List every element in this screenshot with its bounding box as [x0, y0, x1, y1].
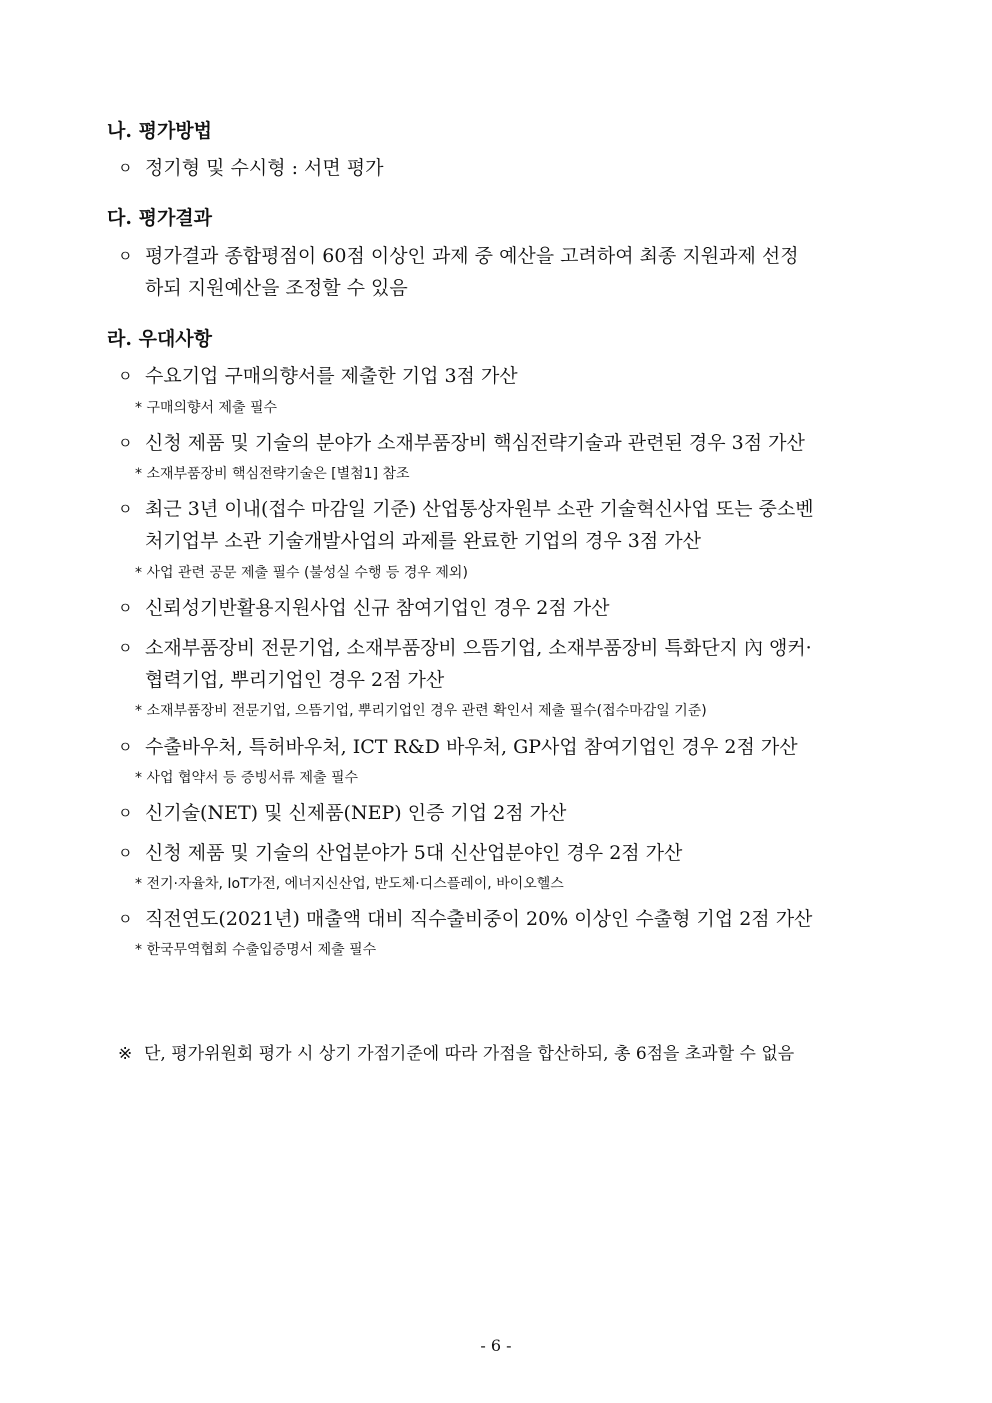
list-item: ㅇ 직전연도(2021년) 매출액 대비 직수출비중이 20% 이상인 수출형 기업 2점 가산 — [118, 903, 898, 935]
item-note: * 구매의향서 제출 필수 — [135, 400, 278, 416]
list-item: ㅇ 신기술(NET) 및 신제품(NEP) 인증 기업 2점 가산 — [118, 797, 898, 829]
bullet: ㅇ — [118, 159, 133, 177]
page-number: - 6 - — [480, 1336, 512, 1355]
footnote-text: 단, 평가위원회 평가 시 상기 가점기준에 따라 가점을 합산하되, 총 6점을 초과할 수 없음 — [144, 1044, 795, 1064]
item-note: * 사업 관련 공문 제출 필수 (불성실 수행 등 경우 제외) — [135, 565, 468, 581]
list-item: ㅇ 평가결과 종합평점이 60점 이상인 과제 중 예산을 고려하여 최종 지원과제 선정 하되 지원예산을 조정할 수 있음 — [118, 240, 898, 304]
bullet: ㅇ — [118, 500, 133, 518]
bullet: ㅇ — [118, 639, 133, 657]
bullet: ㅇ — [118, 844, 133, 862]
bullet: ㅇ — [118, 367, 133, 385]
bullet: ㅇ — [118, 910, 133, 928]
reference-mark: ※ — [118, 1044, 133, 1064]
list-item: ㅇ 정기형 및 수시형 : 서면 평가 — [118, 152, 898, 184]
section-heading-evaluation-method: 나. 평가방법 — [107, 120, 212, 142]
item-note: * 전기·자율차, IoT가전, 에너지신산업, 반도체·디스플레이, 바이오헬스 — [135, 876, 564, 892]
item-note: * 소재부품장비 전문기업, 으뜸기업, 뿌리기업인 경우 관련 확인서 제출 필수(접수마감일 기준) — [135, 703, 707, 719]
footnote — [118, 1039, 794, 1064]
section-heading-evaluation-result: 다. 평가결과 — [107, 207, 212, 229]
list-item: ㅇ 소재부품장비 전문기업, 소재부품장비 으뜸기업, 소재부품장비 특화단지 內 앵커· 협력기업, 뿌리기업인 경우 2점 가산 — [118, 632, 898, 696]
bullet: ㅇ — [118, 599, 133, 617]
bullet: ㅇ — [118, 804, 133, 822]
list-item: ㅇ 신청 제품 및 기술의 산업분야가 5대 신산업분야인 경우 2점 가산 — [118, 837, 898, 869]
bullet: ㅇ — [118, 247, 133, 265]
bullet: ㅇ — [118, 738, 133, 756]
item-note: * 사업 협약서 등 증빙서류 제출 필수 — [135, 770, 359, 786]
list-item: ㅇ 최근 3년 이내(접수 마감일 기준) 산업통상자원부 소관 기술혁신사업 또는 중소벤 처기업부 소관 기술개발사업의 과제를 완료한 기업의 경우 3점 가산 — [118, 493, 898, 557]
list-item: ㅇ 수출바우처, 특허바우처, ICT R&D 바우처, GP사업 참여기업인 경우 2점 가산 — [118, 731, 898, 763]
section-heading-preferences: 라. 우대사항 — [107, 328, 212, 350]
list-item: ㅇ 수요기업 구매의향서를 제출한 기업 3점 가산 — [118, 360, 898, 392]
list-item: ㅇ 신뢰성기반활용지원사업 신규 참여기업인 경우 2점 가산 — [118, 592, 898, 624]
item-note: * 한국무역협회 수출입증명서 제출 필수 — [135, 942, 377, 958]
list-item: ㅇ 신청 제품 및 기술의 분야가 소재부품장비 핵심전략기술과 관련된 경우 3점 가산 — [118, 427, 898, 459]
bullet: ㅇ — [118, 434, 133, 452]
item-note: * 소재부품장비 핵심전략기술은 [별첨1] 참조 — [135, 466, 410, 482]
